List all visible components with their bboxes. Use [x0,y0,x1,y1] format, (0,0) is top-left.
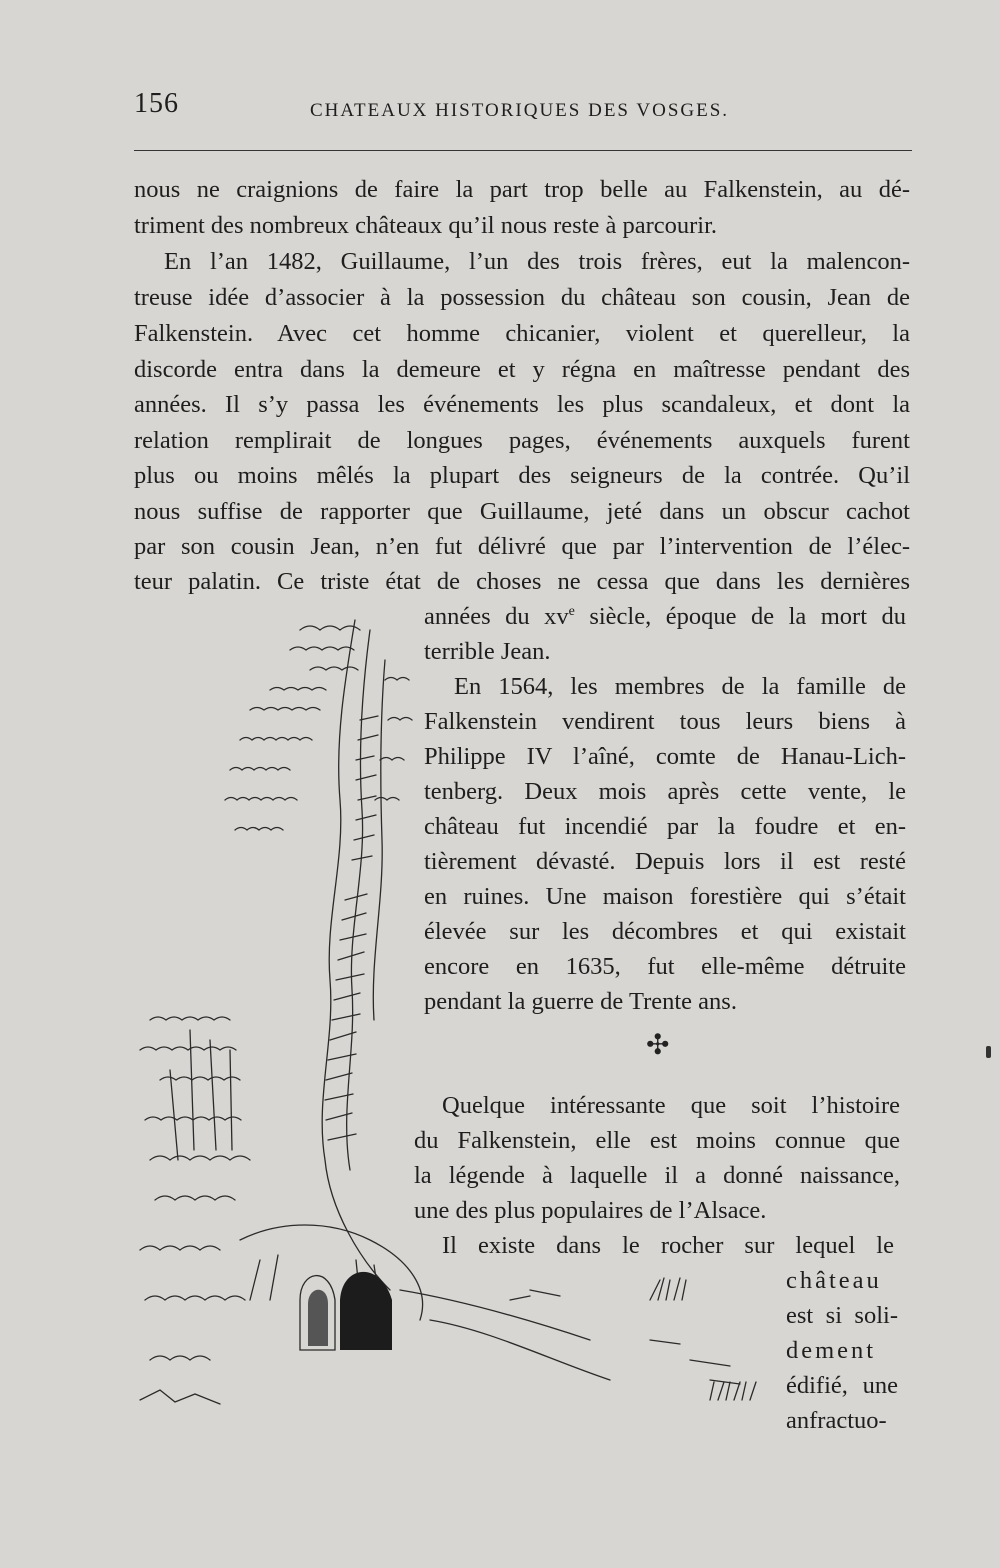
text-line: En 1564, les membres de la famille de [454,673,906,700]
text-line: Il existe dans le rocher sur lequel le [442,1232,894,1259]
text-line: la légende à laquelle il a donné naissance, [414,1162,900,1189]
header-rule [134,150,912,151]
text-line: années. Il s’y passa les événements les plus scandaleux, et dont la [134,391,910,418]
text-line: Falkenstein vendirent tous leurs biens à [424,708,906,735]
text-line: tenberg. Deux mois après cette vente, le [424,778,906,805]
text-line: Falkenstein. Avec cet homme chicanier, violent et querelleur, la [134,320,910,347]
text-line: Philippe IV l’aîné, comte de Hanau-Lich- [424,743,906,770]
page-number: 156 [134,88,179,119]
text-line: discorde entra dans la demeure et y régna en maîtresse pendant des [134,356,910,383]
text-line: château fut incendié par la foudre et en- [424,813,906,840]
text-line: une des plus populaires de l’Alsace. [414,1197,767,1224]
margin-mark [986,1046,991,1058]
text-line: teur palatin. Ce triste état de choses ne cessa que dans les dernières [134,568,910,595]
text-line: anfractuo- [786,1407,887,1434]
text-line: pendant la guerre de Trente ans. [424,988,737,1015]
running-head: CHATEAUX HISTORIQUES DES VOSGES. [310,100,730,121]
text-line: en ruines. Une maison forestière qui s’était [424,883,906,910]
text-line: élevée sur les décombres et qui existait [424,918,906,945]
text-line: tièrement dévasté. Depuis lors il est resté [424,848,906,875]
text-line: par son cousin Jean, n’en fut délivré que par l’intervention de l’élec- [134,533,910,560]
text-line: En l’an 1482, Guillaume, l’un des trois frères, eut la malencon- [164,248,910,275]
text-line: château [786,1267,882,1294]
text-line: nous ne craignions de faire la part trop belle au Falkenstein, au dé- [134,176,910,203]
fleuron-ornament: ✣ [646,1030,670,1061]
text-line: treuse idée d’associer à la possession du château son cousin, Jean de [134,284,910,311]
superscript: e [568,604,575,619]
rock-cave-illustration [130,600,780,1430]
text-line: encore en 1635, fut elle-même détruite [424,953,906,980]
text-line: Quelque intéressante que soit l’histoire [442,1092,900,1119]
text-line: est si soli- [786,1302,898,1329]
text-line: relation remplirait de longues pages, événements auxquels furent [134,427,910,454]
text-fragment: années du xv [424,603,569,630]
text-line: édifié, une [786,1372,898,1399]
text-fragment: siècle, époque de la mort du [574,603,906,630]
text-line: du Falkenstein, elle est moins connue que [414,1127,900,1154]
text-line: terrible Jean. [424,638,551,665]
text-line: triment des nombreux châteaux qu’il nous reste à parcourir. [134,212,718,239]
text-line: dement [786,1337,877,1364]
text-line: plus ou moins mêlés la plupart des seigneurs de la contrée. Qu’il [134,462,910,489]
text-line: nous suffise de rapporter que Guillaume, jeté dans un obscur cachot [134,498,910,525]
